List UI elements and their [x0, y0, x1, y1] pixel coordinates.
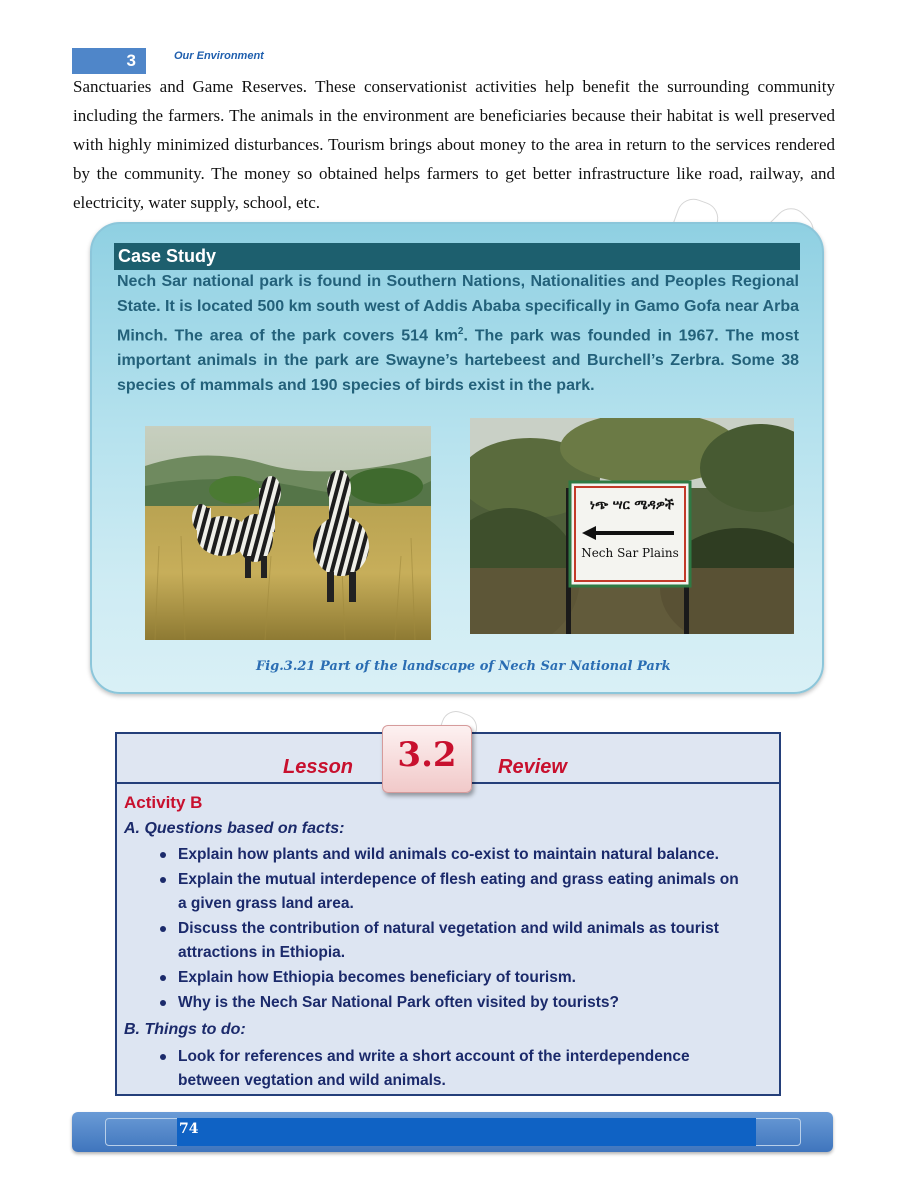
activity-title: Activity B	[124, 793, 203, 812]
section-a-title: A. Questions based on facts:	[124, 820, 345, 837]
figure-caption: Fig.3.21 Part of the landscape of Nech Sar National Park	[256, 659, 671, 674]
review-label: Review	[498, 756, 567, 778]
sign-amharic-text: ነጭ ሣር ሜዳዎች	[589, 498, 675, 513]
chapter-title: Our Environment	[174, 50, 264, 62]
case-study-heading: Case Study	[114, 243, 800, 270]
list-item: Why is the Nech Sar National Park often visited by tourists?	[158, 991, 748, 1015]
chapter-number-badge: 3	[72, 48, 146, 74]
zebras-photo	[145, 426, 431, 640]
todo-list	[158, 1045, 748, 1093]
intro-paragraph: Sanctuaries and Game Reserves. These conservationist activities help benefit the surrounding community including the farmers. The animals in the environment are beneficiaries because their habitat is well preserved with highly minimized disturbances. Tourism brings about money to the area in return to the services rendered by the community. The money so obtained helps farmers to get better infrastructure like road, railway, and electricity, water supply, school, etc.	[73, 77, 835, 212]
sign-english-text: Nech Sar Plains	[581, 546, 679, 560]
lesson-number-badge: 3.2	[382, 725, 472, 793]
page-number: 74	[179, 1121, 199, 1137]
list-item: Discuss the contribution of natural vegetation and wild animals as tourist attractions in Ethiopia.	[158, 917, 748, 965]
section-b-title: B. Things to do:	[124, 1021, 246, 1038]
sign-arrow-icon	[582, 526, 674, 540]
park-sign-photo	[470, 418, 794, 634]
list-item: Explain how plants and wild animals co-exist to maintain natural balance.	[158, 843, 748, 867]
questions-list	[158, 843, 748, 1016]
footer-page-band	[177, 1118, 756, 1146]
list-item: Explain the mutual interdepence of flesh eating and grass eating animals on a given grass land area.	[158, 868, 748, 916]
lesson-label: Lesson	[283, 756, 354, 778]
case-study-text: Nech Sar national park is found in Southern Nations, Nationalities and Peoples Regional State. It is located 500 km south west of Addis Ababa specifically in Gamo Gofa near Arba Minch. The area of the park covers 514 $km^2$. The park was founded in 1967. The most important animals in the park are Swayne’s hartebeest and Burchell’s Zerbra. Some 38 species of mammals and 190 species of birds exist in the park.	[117, 273, 800, 395]
list-item: Explain how Ethiopia becomes beneficiary of tourism.	[158, 966, 748, 990]
list-item: Look for references and write a short account of the interdependence between vegtation and wild animals.	[158, 1045, 748, 1093]
